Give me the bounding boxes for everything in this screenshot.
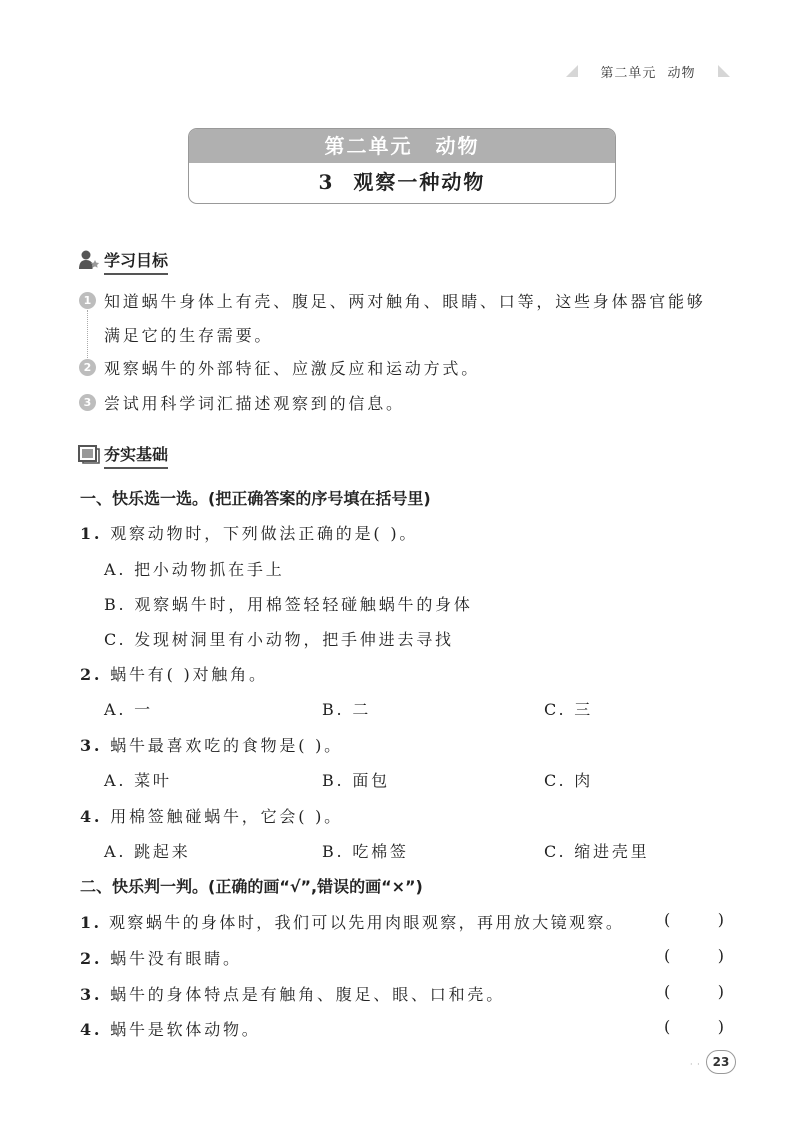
q1-option-c: C. 发现树洞里有小动物，把手伸进去寻找 bbox=[104, 630, 454, 649]
bracket-open: ( bbox=[664, 910, 671, 929]
part2-title: 二、快乐判一判。(正确的画“√”,错误的画“×”) bbox=[80, 877, 423, 896]
q3-option-c: C. 肉 bbox=[544, 771, 594, 790]
question-text: 蜗牛是软体动物。 bbox=[110, 1020, 261, 1039]
objectives-heading bbox=[78, 248, 168, 271]
running-head bbox=[566, 62, 730, 80]
objective-1-line-1: 知道蜗牛身体上有壳、腹足、两对触角、眼睛、口等，这些身体器官能够 bbox=[104, 292, 706, 311]
part1-question-3 bbox=[80, 733, 343, 756]
part2-question-3 bbox=[80, 982, 505, 1005]
part1-question-1 bbox=[80, 521, 418, 544]
part1-question-2 bbox=[80, 662, 268, 685]
unit-title: 第二单元 动物 bbox=[189, 129, 615, 163]
part1-question-4 bbox=[80, 804, 343, 827]
left-triangle-icon bbox=[566, 65, 578, 77]
q4-option-a: A. 跳起来 bbox=[104, 842, 191, 861]
objective-2: 观察蜗牛的外部特征、应激反应和运动方式。 bbox=[104, 359, 481, 378]
bracket-open: ( bbox=[664, 982, 671, 1001]
question-text: 蜗牛有( )对触角。 bbox=[110, 665, 268, 684]
question-number: 2. bbox=[80, 949, 103, 968]
q3-option-b: B. 面包 bbox=[322, 771, 390, 790]
question-text: 用棉签触碰蜗牛，它会( )。 bbox=[110, 807, 343, 826]
question-number: 2. bbox=[80, 665, 103, 684]
question-number: 4. bbox=[80, 1020, 103, 1039]
objective-1-line-2: 满足它的生存需要。 bbox=[104, 326, 274, 345]
right-triangle-icon bbox=[718, 65, 730, 77]
lesson-title: 3 观察一种动物 bbox=[318, 170, 486, 194]
answer-bracket-2[interactable] bbox=[664, 946, 724, 965]
question-number: 3. bbox=[80, 985, 103, 1004]
bracket-close: ) bbox=[717, 982, 724, 1001]
q2-option-b: B. 二 bbox=[322, 700, 372, 719]
running-head-text: 第二单元 动物 bbox=[600, 65, 696, 81]
objectives-heading-label: 学习目标 bbox=[104, 248, 168, 271]
q2-option-a: A. 一 bbox=[104, 700, 153, 719]
q2-option-c: C. 三 bbox=[544, 700, 594, 719]
learner-icon bbox=[78, 249, 100, 271]
objective-number-2: 2 bbox=[79, 359, 96, 376]
answer-bracket-3[interactable] bbox=[664, 982, 724, 1001]
question-number: 1. bbox=[80, 524, 103, 543]
objective-number-3: 3 bbox=[79, 394, 96, 411]
q4-option-c: C. 缩进壳里 bbox=[544, 842, 650, 861]
question-text: 观察蜗牛的身体时，我们可以先用肉眼观察，再用放大镜观察。 bbox=[109, 913, 625, 932]
question-text: 蜗牛最喜欢吃的食物是( )。 bbox=[110, 736, 343, 755]
basics-heading bbox=[78, 442, 168, 465]
question-text: 观察动物时，下列做法正确的是( )。 bbox=[110, 524, 419, 543]
book-icon bbox=[78, 444, 100, 464]
q1-option-b: B. 观察蜗牛时，用棉签轻轻碰触蜗牛的身体 bbox=[104, 595, 473, 614]
answer-bracket-1[interactable] bbox=[664, 910, 724, 929]
q3-option-a: A. 菜叶 bbox=[104, 771, 172, 790]
part1-title: 一、快乐选一选。(把正确答案的序号填在括号里) bbox=[80, 489, 431, 508]
answer-bracket-4[interactable] bbox=[664, 1017, 724, 1036]
question-number: 4. bbox=[80, 807, 103, 826]
question-text: 蜗牛没有眼睛。 bbox=[110, 949, 242, 968]
bracket-open: ( bbox=[664, 946, 671, 965]
bracket-close: ) bbox=[717, 910, 724, 929]
question-number: 3. bbox=[80, 736, 103, 755]
part2-question-1 bbox=[80, 910, 624, 933]
bracket-open: ( bbox=[664, 1017, 671, 1036]
question-number: 1. bbox=[80, 913, 102, 932]
part2-question-4 bbox=[80, 1017, 261, 1040]
bracket-close: ) bbox=[717, 1017, 724, 1036]
part2-question-2 bbox=[80, 946, 242, 969]
q4-option-b: B. 吃棉签 bbox=[322, 842, 409, 861]
q1-option-a: A. 把小动物抓在手上 bbox=[104, 560, 285, 579]
page-number: 23 bbox=[706, 1050, 736, 1074]
objective-number-1: 1 bbox=[79, 292, 96, 309]
objective-3: 尝试用科学词汇描述观察到的信息。 bbox=[104, 394, 405, 413]
bracket-close: ) bbox=[717, 946, 724, 965]
lesson-title-box bbox=[188, 128, 616, 204]
basics-heading-label: 夯实基础 bbox=[104, 442, 168, 465]
page-number-dots: · · bbox=[690, 1060, 701, 1069]
question-text: 蜗牛的身体特点是有触角、腹足、眼、口和壳。 bbox=[110, 985, 506, 1004]
